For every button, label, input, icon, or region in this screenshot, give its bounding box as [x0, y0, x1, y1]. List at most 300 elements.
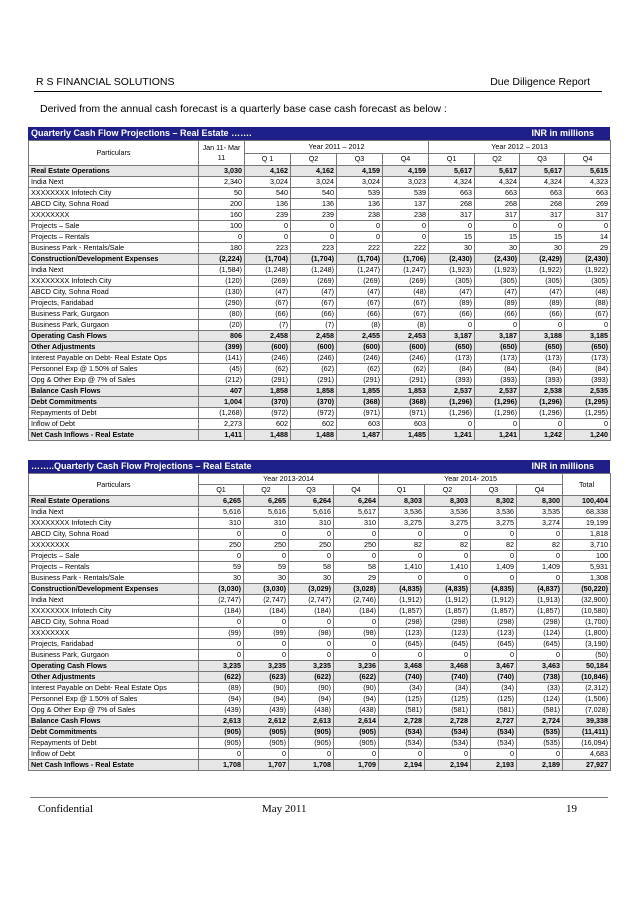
- row-value: 0: [199, 639, 244, 650]
- row-value: (141): [199, 353, 245, 364]
- table-row: [29, 199, 611, 210]
- row-value: 0: [517, 573, 563, 584]
- row-label: Business Park, Gurgaon: [29, 309, 199, 320]
- row-value: (4,835): [425, 584, 471, 595]
- row-value: (246): [337, 353, 383, 364]
- row-value: 3,235: [289, 661, 334, 672]
- row-label: Inflow of Debt: [29, 419, 199, 430]
- row-value: 1,487: [337, 430, 383, 441]
- row-value: (212): [199, 375, 245, 386]
- quarter-header: Q3: [520, 153, 565, 166]
- quarter-header: Q2: [291, 153, 337, 166]
- table2-grid: [28, 473, 611, 771]
- row-label: XXXXXXXX: [29, 210, 199, 221]
- row-value: (1,247): [337, 265, 383, 276]
- row-label: Balance Cash Flows: [29, 716, 199, 727]
- row-value: 8,302: [471, 496, 517, 507]
- row-value: (130): [199, 287, 245, 298]
- intro-text: Derived from the annual cash forecast is a quarterly base case cash forecast as below :: [40, 103, 447, 115]
- row-value: 0: [429, 320, 475, 331]
- table-row: [29, 496, 611, 507]
- row-value: (269): [337, 276, 383, 287]
- row-value: 1,855: [337, 386, 383, 397]
- row-value: 239: [245, 210, 291, 221]
- row-value: (84): [520, 364, 565, 375]
- row-value: (291): [291, 375, 337, 386]
- row-value: 200: [199, 199, 245, 210]
- row-value: 3,275: [425, 518, 471, 529]
- row-value: 5,931: [563, 562, 611, 573]
- row-value: (3,030): [199, 584, 244, 595]
- row-value: (622): [199, 672, 244, 683]
- row-value: 82: [425, 540, 471, 551]
- row-value: 14: [565, 232, 611, 243]
- row-value: 3,536: [379, 507, 425, 518]
- row-value: 3,710: [563, 540, 611, 551]
- row-value: (90): [334, 683, 379, 694]
- row-label: ABCD City, Sohna Road: [29, 287, 199, 298]
- footer-confidential: Confidential: [38, 803, 93, 815]
- row-value: 310: [334, 518, 379, 529]
- row-value: 1,818: [563, 529, 611, 540]
- row-value: 3,188: [520, 331, 565, 342]
- row-value: (67): [383, 309, 429, 320]
- quarter-header: Q4: [383, 153, 429, 166]
- row-value: (305): [565, 276, 611, 287]
- row-value: 1,707: [244, 760, 289, 771]
- row-value: 3,187: [429, 331, 475, 342]
- row-value: (4,835): [379, 584, 425, 595]
- row-value: 3,536: [425, 507, 471, 518]
- row-value: 0: [520, 221, 565, 232]
- row-value: 1,858: [245, 386, 291, 397]
- row-value: (2,430): [429, 254, 475, 265]
- row-value: 100: [199, 221, 245, 232]
- row-label: XXXXXXXX: [29, 628, 199, 639]
- row-label: Construction/Development Expenses: [29, 254, 199, 265]
- row-value: 4,324: [429, 177, 475, 188]
- row-value: (1,248): [291, 265, 337, 276]
- table-row: [29, 617, 611, 628]
- row-value: 2,613: [289, 716, 334, 727]
- row-value: 0: [565, 221, 611, 232]
- row-value: (269): [245, 276, 291, 287]
- row-value: 0: [379, 529, 425, 540]
- row-value: (905): [289, 738, 334, 749]
- row-value: 50,184: [563, 661, 611, 672]
- quarter-header: Q2: [475, 153, 520, 166]
- jan-mar-header: Jan 11- Mar 11: [199, 141, 245, 166]
- row-value: 30: [429, 243, 475, 254]
- row-value: 8,303: [379, 496, 425, 507]
- row-label: India Next: [29, 507, 199, 518]
- table-row: [29, 595, 611, 606]
- row-value: (66): [520, 309, 565, 320]
- row-label: Real Estate Operations: [29, 496, 199, 507]
- row-value: (173): [429, 353, 475, 364]
- row-value: (972): [291, 408, 337, 419]
- row-value: (650): [520, 342, 565, 353]
- row-value: 0: [334, 650, 379, 661]
- row-value: 68,338: [563, 507, 611, 518]
- row-value: 0: [289, 639, 334, 650]
- row-value: 3,535: [517, 507, 563, 518]
- row-value: (2,224): [199, 254, 245, 265]
- row-label: Projects, Faridabad: [29, 298, 199, 309]
- row-value: (740): [471, 672, 517, 683]
- table-row: [29, 210, 611, 221]
- row-value: (89): [429, 298, 475, 309]
- table2-body: [29, 496, 611, 771]
- row-value: 0: [471, 573, 517, 584]
- row-value: 310: [289, 518, 334, 529]
- row-value: (4,837): [517, 584, 563, 595]
- row-label: Construction/Development Expenses: [29, 584, 199, 595]
- row-value: (1,857): [517, 606, 563, 617]
- row-value: (622): [334, 672, 379, 683]
- row-value: (66): [291, 309, 337, 320]
- row-value: 0: [199, 551, 244, 562]
- row-value: (34): [425, 683, 471, 694]
- row-value: 2,453: [383, 331, 429, 342]
- row-value: (66): [429, 309, 475, 320]
- row-value: 2,538: [520, 386, 565, 397]
- row-value: (89): [520, 298, 565, 309]
- row-value: (1,857): [425, 606, 471, 617]
- row-value: 4,324: [520, 177, 565, 188]
- row-value: 1,488: [291, 430, 337, 441]
- row-value: 239: [291, 210, 337, 221]
- row-value: 137: [383, 199, 429, 210]
- quarter-header: Q4: [565, 153, 611, 166]
- row-value: 2,537: [475, 386, 520, 397]
- row-value: (645): [425, 639, 471, 650]
- page-number: 19: [566, 803, 577, 815]
- row-value: (393): [520, 375, 565, 386]
- row-label: XXXXXXXX Infotech City: [29, 518, 199, 529]
- row-value: (740): [379, 672, 425, 683]
- row-value: (47): [291, 287, 337, 298]
- row-value: 2,537: [429, 386, 475, 397]
- row-value: (123): [379, 628, 425, 639]
- row-value: (2,746): [334, 595, 379, 606]
- row-value: (740): [425, 672, 471, 683]
- row-value: (2,747): [289, 595, 334, 606]
- row-value: (34): [379, 683, 425, 694]
- row-value: 0: [471, 529, 517, 540]
- table-row: [29, 397, 611, 408]
- row-value: 223: [291, 243, 337, 254]
- row-value: 0: [289, 617, 334, 628]
- footer-divider: [30, 797, 608, 798]
- row-value: 4,683: [563, 749, 611, 760]
- row-value: (534): [379, 727, 425, 738]
- row-value: (120): [199, 276, 245, 287]
- row-value: (84): [565, 364, 611, 375]
- row-value: 30: [289, 573, 334, 584]
- row-label: Debt Commitments: [29, 727, 199, 738]
- row-value: (123): [425, 628, 471, 639]
- row-value: 0: [429, 221, 475, 232]
- row-value: (4,835): [471, 584, 517, 595]
- row-value: (905): [199, 727, 244, 738]
- row-value: (1,268): [199, 408, 245, 419]
- row-value: 2,613: [199, 716, 244, 727]
- row-value: (368): [337, 397, 383, 408]
- row-value: 250: [244, 540, 289, 551]
- table-row: [29, 639, 611, 650]
- row-value: 1,411: [199, 430, 245, 441]
- row-value: (581): [517, 705, 563, 716]
- table-row: [29, 408, 611, 419]
- row-value: (3,190): [563, 639, 611, 650]
- table1-grid: [28, 140, 611, 441]
- row-value: 0: [379, 650, 425, 661]
- row-value: (67): [565, 309, 611, 320]
- row-value: 4,323: [565, 177, 611, 188]
- row-value: 0: [334, 617, 379, 628]
- row-value: 1,409: [471, 562, 517, 573]
- row-value: 0: [244, 617, 289, 628]
- row-label: Projects, Faridabad: [29, 639, 199, 650]
- row-value: 0: [383, 232, 429, 243]
- row-value: (305): [520, 276, 565, 287]
- row-value: 5,617: [520, 166, 565, 177]
- row-value: (534): [471, 738, 517, 749]
- table2-unit: INR in millions: [531, 461, 594, 471]
- row-value: (438): [289, 705, 334, 716]
- row-value: (305): [475, 276, 520, 287]
- row-value: (80): [199, 309, 245, 320]
- row-value: 268: [475, 199, 520, 210]
- table-row: [29, 760, 611, 771]
- row-value: 663: [520, 188, 565, 199]
- particulars-header: Particulars: [29, 141, 199, 166]
- row-value: 3,030: [199, 166, 245, 177]
- row-value: (90): [289, 683, 334, 694]
- row-value: 539: [337, 188, 383, 199]
- row-value: (7): [245, 320, 291, 331]
- row-value: (8): [383, 320, 429, 331]
- table1-unit: INR in millions: [531, 128, 594, 138]
- row-value: (368): [383, 397, 429, 408]
- row-value: 19,199: [563, 518, 611, 529]
- row-label: ABCD City, Sohna Road: [29, 529, 199, 540]
- row-value: 2,194: [425, 760, 471, 771]
- row-value: 1,709: [334, 760, 379, 771]
- row-value: (3,029): [289, 584, 334, 595]
- row-value: (645): [379, 639, 425, 650]
- row-value: (905): [199, 738, 244, 749]
- row-value: (534): [425, 727, 471, 738]
- row-value: 1,004: [199, 397, 245, 408]
- row-label: Business Park, Gurgaon: [29, 650, 199, 661]
- row-value: 269: [565, 199, 611, 210]
- row-label: XXXXXXXX Infotech City: [29, 188, 199, 199]
- row-value: (184): [199, 606, 244, 617]
- row-value: (581): [425, 705, 471, 716]
- row-value: 806: [199, 331, 245, 342]
- row-value: 1,308: [563, 573, 611, 584]
- row-value: 0: [471, 650, 517, 661]
- row-value: 0: [199, 617, 244, 628]
- row-value: 663: [565, 188, 611, 199]
- row-value: 1,240: [565, 430, 611, 441]
- row-value: 540: [245, 188, 291, 199]
- row-value: (7): [291, 320, 337, 331]
- table-row: [29, 342, 611, 353]
- row-value: (971): [337, 408, 383, 419]
- row-value: (94): [244, 694, 289, 705]
- row-value: 3,235: [244, 661, 289, 672]
- row-value: 663: [429, 188, 475, 199]
- row-value: 3,274: [517, 518, 563, 529]
- year-header-1: Year 2011 – 2012: [245, 141, 429, 154]
- row-value: (534): [471, 727, 517, 738]
- row-value: 0: [475, 320, 520, 331]
- year-header-4: Year 2014- 2015: [379, 474, 563, 485]
- row-value: (124): [517, 694, 563, 705]
- row-value: 603: [383, 419, 429, 430]
- row-value: (62): [291, 364, 337, 375]
- row-value: (8): [337, 320, 383, 331]
- table-row: [29, 518, 611, 529]
- row-value: 2,612: [244, 716, 289, 727]
- row-value: 136: [337, 199, 383, 210]
- row-value: (1,296): [429, 397, 475, 408]
- row-value: (1,912): [425, 595, 471, 606]
- row-value: (1,704): [291, 254, 337, 265]
- table-row: [29, 540, 611, 551]
- row-value: (62): [245, 364, 291, 375]
- table-row: [29, 386, 611, 397]
- table1-body: [29, 166, 611, 441]
- row-value: 0: [383, 221, 429, 232]
- row-value: (905): [244, 727, 289, 738]
- row-value: 250: [199, 540, 244, 551]
- row-value: (2,747): [244, 595, 289, 606]
- row-label: India Next: [29, 265, 199, 276]
- row-value: (98): [289, 628, 334, 639]
- row-value: 0: [291, 221, 337, 232]
- row-value: 0: [379, 749, 425, 760]
- row-label: Balance Cash Flows: [29, 386, 199, 397]
- row-value: 1,853: [383, 386, 429, 397]
- row-value: (173): [520, 353, 565, 364]
- row-value: 0: [517, 551, 563, 562]
- table-row: [29, 221, 611, 232]
- row-label: Repayments of Debt: [29, 738, 199, 749]
- row-label: Operating Cash Flows: [29, 661, 199, 672]
- row-value: 3,024: [337, 177, 383, 188]
- row-value: 2,455: [337, 331, 383, 342]
- row-value: 180: [199, 243, 245, 254]
- row-value: (184): [289, 606, 334, 617]
- row-value: (622): [289, 672, 334, 683]
- row-value: 0: [199, 749, 244, 760]
- row-value: (1,704): [245, 254, 291, 265]
- row-value: 0: [334, 639, 379, 650]
- row-value: 0: [520, 419, 565, 430]
- row-value: 539: [383, 188, 429, 199]
- table2-title-band: [28, 460, 610, 473]
- row-label: Operating Cash Flows: [29, 331, 199, 342]
- row-value: 407: [199, 386, 245, 397]
- row-value: 30: [244, 573, 289, 584]
- row-value: (291): [245, 375, 291, 386]
- row-value: (1,913): [517, 595, 563, 606]
- row-value: 5,616: [199, 507, 244, 518]
- row-value: (600): [291, 342, 337, 353]
- row-value: (246): [383, 353, 429, 364]
- row-value: (1,296): [429, 408, 475, 419]
- row-value: (393): [565, 375, 611, 386]
- row-value: 3,023: [383, 177, 429, 188]
- row-value: (11,411): [563, 727, 611, 738]
- table-row: [29, 573, 611, 584]
- row-value: (1,296): [475, 397, 520, 408]
- row-value: 30: [199, 573, 244, 584]
- row-label: Projects – Sale: [29, 551, 199, 562]
- row-value: 0: [199, 232, 245, 243]
- table-row: [29, 177, 611, 188]
- row-value: 1,858: [291, 386, 337, 397]
- row-value: 1,241: [429, 430, 475, 441]
- row-value: 5,617: [429, 166, 475, 177]
- report-title: Due Diligence Report: [490, 76, 590, 88]
- row-value: 2,728: [379, 716, 425, 727]
- row-value: 39,338: [563, 716, 611, 727]
- row-value: (173): [475, 353, 520, 364]
- row-value: (3,028): [334, 584, 379, 595]
- quarter-header: Q2: [244, 485, 289, 496]
- row-value: (50): [563, 650, 611, 661]
- row-value: 0: [425, 573, 471, 584]
- row-value: (2,430): [475, 254, 520, 265]
- row-value: 2,727: [471, 716, 517, 727]
- row-value: (47): [245, 287, 291, 298]
- row-value: 1,410: [425, 562, 471, 573]
- row-value: 2,614: [334, 716, 379, 727]
- quarter-header: Q3: [289, 485, 334, 496]
- row-value: (67): [337, 298, 383, 309]
- row-value: 136: [245, 199, 291, 210]
- row-value: (305): [429, 276, 475, 287]
- table-row: [29, 232, 611, 243]
- row-value: (1,296): [475, 408, 520, 419]
- row-value: (173): [565, 353, 611, 364]
- table-row: [29, 166, 611, 177]
- row-value: (45): [199, 364, 245, 375]
- row-value: 2,535: [565, 386, 611, 397]
- row-value: (1,700): [563, 617, 611, 628]
- row-value: (645): [471, 639, 517, 650]
- row-value: 8,303: [425, 496, 471, 507]
- row-value: 3,024: [291, 177, 337, 188]
- row-value: 603: [337, 419, 383, 430]
- cash-flow-table-2: [28, 460, 610, 771]
- row-value: 663: [475, 188, 520, 199]
- row-value: (94): [199, 694, 244, 705]
- row-label: ABCD City, Sohna Road: [29, 617, 199, 628]
- row-value: 0: [244, 639, 289, 650]
- row-value: (124): [517, 628, 563, 639]
- table-row: [29, 364, 611, 375]
- row-value: (905): [334, 738, 379, 749]
- row-value: (67): [245, 298, 291, 309]
- row-value: (1,922): [520, 265, 565, 276]
- table-row: [29, 683, 611, 694]
